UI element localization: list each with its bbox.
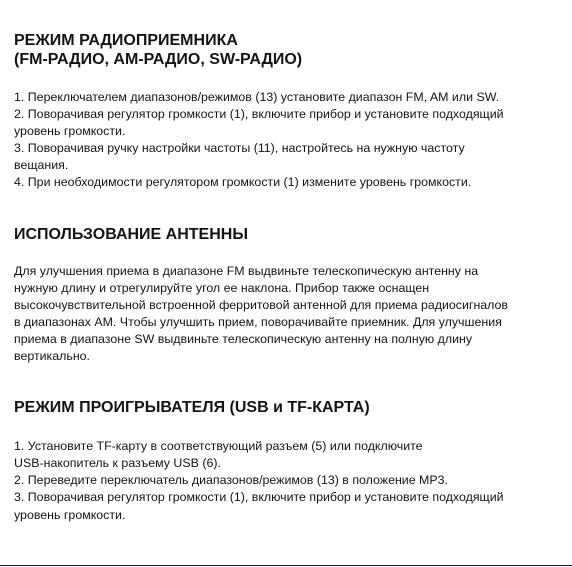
antenna-heading	[14, 225, 562, 244]
step-line: 4. При необходимости регулятором громкости (1) измените уровень громкости.	[14, 175, 472, 190]
paragraph-line: Для улучшения приема в диапазоне FM выдвиньте телескопическую антенну на	[14, 263, 479, 278]
antenna-paragraph	[14, 263, 562, 366]
step-line: вещания.	[14, 158, 69, 173]
instruction-page	[14, 31, 562, 524]
step-line: уровень громкости.	[14, 507, 126, 522]
paragraph-line: в диапазонах AM. Чтобы улучшить прием, поворачивайте приемник. Для улучшения	[14, 314, 502, 329]
heading-line: РЕЖИМ РАДИОПРИЕМНИКА	[14, 32, 238, 49]
antenna-section	[14, 225, 562, 366]
paragraph-line: приема в диапазоне SW выдвиньте телескопическую антенну на полную длину	[14, 331, 473, 346]
player-mode-steps	[14, 438, 562, 523]
radio-mode-steps	[14, 89, 562, 192]
radio-mode-section	[14, 31, 562, 192]
step-line: 1. Установите TF-карту в соответствующий разъем (5) или подключите	[14, 439, 423, 454]
heading-line: ИСПОЛЬЗОВАНИЕ АНТЕННЫ	[14, 225, 248, 243]
player-mode-section	[14, 398, 562, 523]
step-line: 2. Поворачивая регулятор громкости (1), включите прибор и установите подходящий	[14, 107, 504, 122]
paragraph-line: высокочувствительной встроенной ферритовой антенной для приема радиосигналов	[14, 297, 509, 312]
step-line: 3. Поворачивая регулятор громкости (1), включите прибор и установите подходящий	[14, 490, 504, 505]
heading-line: (FM-РАДИО, АМ-РАДИО, SW-РАДИО)	[14, 51, 303, 68]
step-line: 1. Переключателем диапазонов/режимов (13) установите диапазон FM, AM или SW.	[14, 90, 500, 104]
paragraph-line: нужную длину и отрегулируйте угол ее наклона. Прибор также оснащен	[14, 280, 430, 295]
step-line: 2. Переведите переключатель диапазонов/режимов (13) в положение MP3.	[14, 473, 448, 488]
step-line: USB-накопитель к разъему USB (6).	[14, 456, 221, 471]
bottom-divider	[0, 565, 572, 566]
player-mode-heading	[14, 398, 562, 417]
step-line: уровень громкости.	[14, 124, 126, 139]
step-line: 3. Поворачивая ручку настройки частоты (11), настройтесь на нужную частоту	[14, 141, 465, 156]
heading-line: РЕЖИМ ПРОИГРЫВАТЕЛЯ (USB и TF-КАРТА)	[14, 399, 370, 417]
paragraph-line: вертикально.	[14, 349, 90, 364]
radio-mode-heading	[14, 31, 562, 69]
